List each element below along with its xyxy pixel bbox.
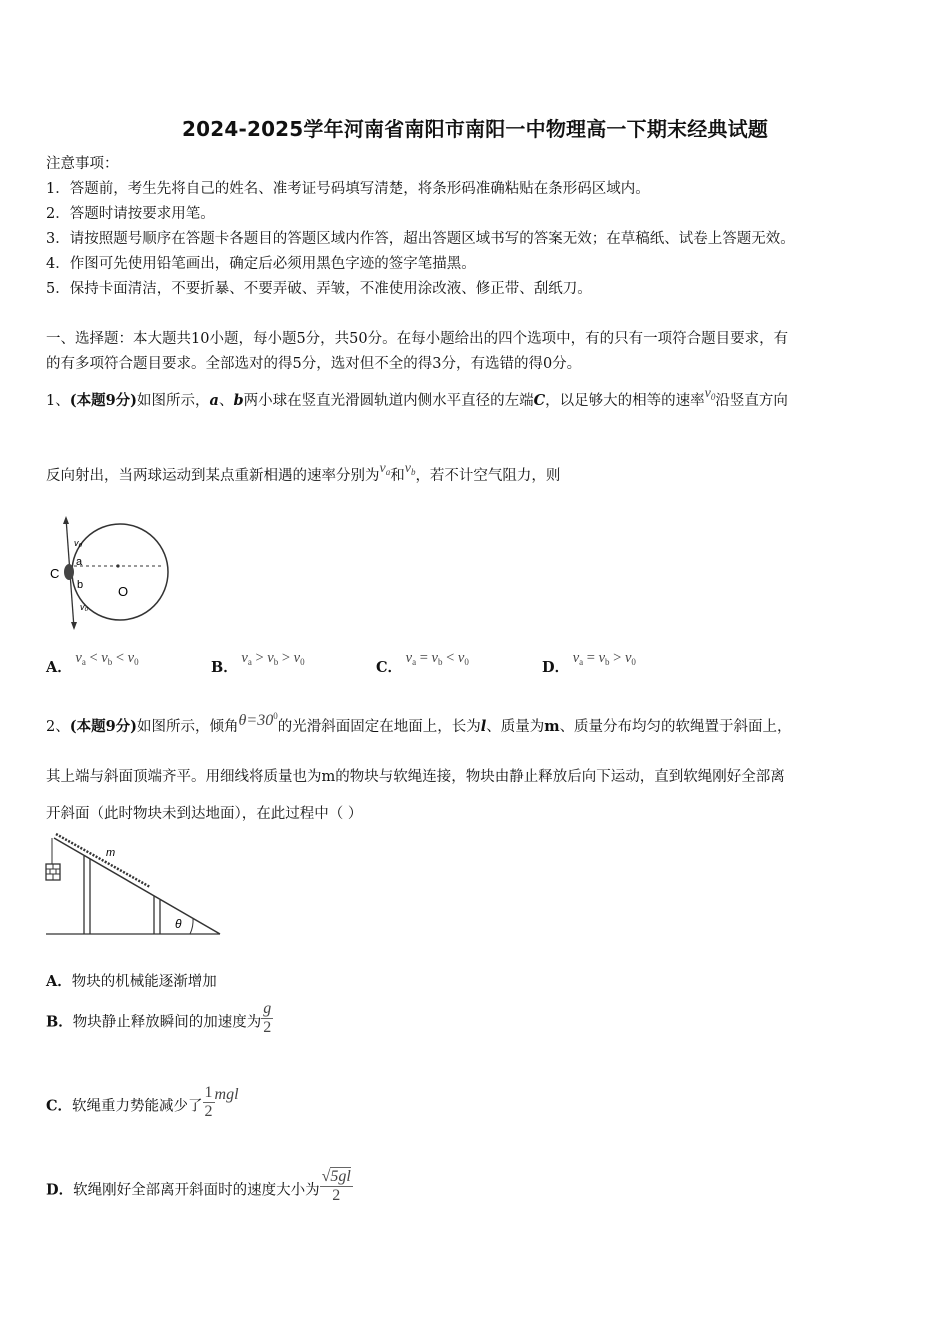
q2-incline-figure [40, 828, 225, 940]
q1-option-b[interactable]: B． $v_a > v_b > v_0$ [211, 650, 305, 676]
label-C: C [50, 566, 60, 581]
notice-item: 3．请按照题号顺序在答题卡各题目的答题区域内作答，超出答题区域书写的答案无效；在草稿纸、试卷上答题无效。 [46, 231, 795, 247]
label-m: m [106, 847, 116, 859]
q2-option-c[interactable]: C．软绳重力势能减少了 $\frac{1}{2}$ mgl [46, 1084, 239, 1120]
q1-stem-line2: 反向射出，当两球运动到某点重新相遇的速率分别为$v_a$和$v_b$，若不计空气阻力，则 [46, 461, 561, 484]
q2-option-a[interactable]: A．物块的机械能逐渐增加 [46, 973, 217, 990]
q2-stem-line3: 开斜面（此时物块未到达地面），在此过程中（ ） [46, 806, 363, 822]
q2-option-b[interactable]: B．物块静止释放瞬间的加速度为 $\frac{g}{2}$ [46, 1000, 272, 1036]
q1-stem-line1: 1、(本题9分)如图所示，a、b两小球在竖直光滑圆轨道内侧水平直径的左端C，以足够大的相等的速率$v_0$沿竖直方向 [46, 386, 788, 409]
q1-option-c[interactable]: C． $v_a = v_b < v_0$ [376, 650, 469, 676]
label-b: b [77, 579, 84, 591]
notice-heading: 注意事项： [46, 156, 119, 172]
notice-item: 1．答题前，考生先将自己的姓名、准考证号码填写清楚，将条形码准确粘贴在条形码区域内。 [46, 181, 650, 197]
q2-stem-line1: 2、(本题9分)如图所示，倾角$\theta=30^0$的光滑斜面固定在地面上，长为l、质量为m、质量分布均匀的软绳置于斜面上， [46, 711, 792, 735]
section-instructions: 的有多项符合题目要求。全部选对的得5分，选对但不全的得3分，有选错的得0分。 [46, 356, 582, 372]
section-instructions: 一、选择题：本大题共10小题，每小题5分，共50分。在每小题给出的四个选项中，有的只有一项符合题目要求，有 [46, 331, 789, 347]
label-v0-top: v₀ [74, 538, 83, 548]
page-title: 2024-2025学年河南省南阳市南阳一中物理高一下期末经典试题 [181, 117, 769, 141]
notice-item: 2．答题时请按要求用笔。 [46, 206, 215, 222]
q2-stem-line2: 其上端与斜面顶端齐平。用细线将质量也为m的物块与软绳连接，物块由静止释放后向下运动，直到软绳刚好全部离 [46, 769, 785, 785]
q1-option-d[interactable]: D． $v_a = v_b > v_0$ [542, 650, 636, 676]
label-O: O [118, 584, 129, 599]
label-theta: θ [175, 917, 182, 931]
q1-circle-figure [46, 510, 176, 635]
q2-option-d[interactable]: D．软绳刚好全部离开斜面时的速度大小为 $\frac{√5gl}{2}$ [46, 1168, 351, 1204]
label-a: a [76, 556, 83, 568]
label-v0-bottom: v₀ [80, 602, 89, 612]
notice-item: 5．保持卡面清洁，不要折暴、不要弄破、弄皱，不准使用涂改液、修正带、刮纸刀。 [46, 281, 592, 297]
q1-option-a[interactable]: A． $v_a < v_b < v_0$ [46, 650, 139, 676]
notice-item: 4．作图可先使用铅笔画出，确定后必须用黑色字迹的签字笔描黑。 [46, 256, 476, 272]
